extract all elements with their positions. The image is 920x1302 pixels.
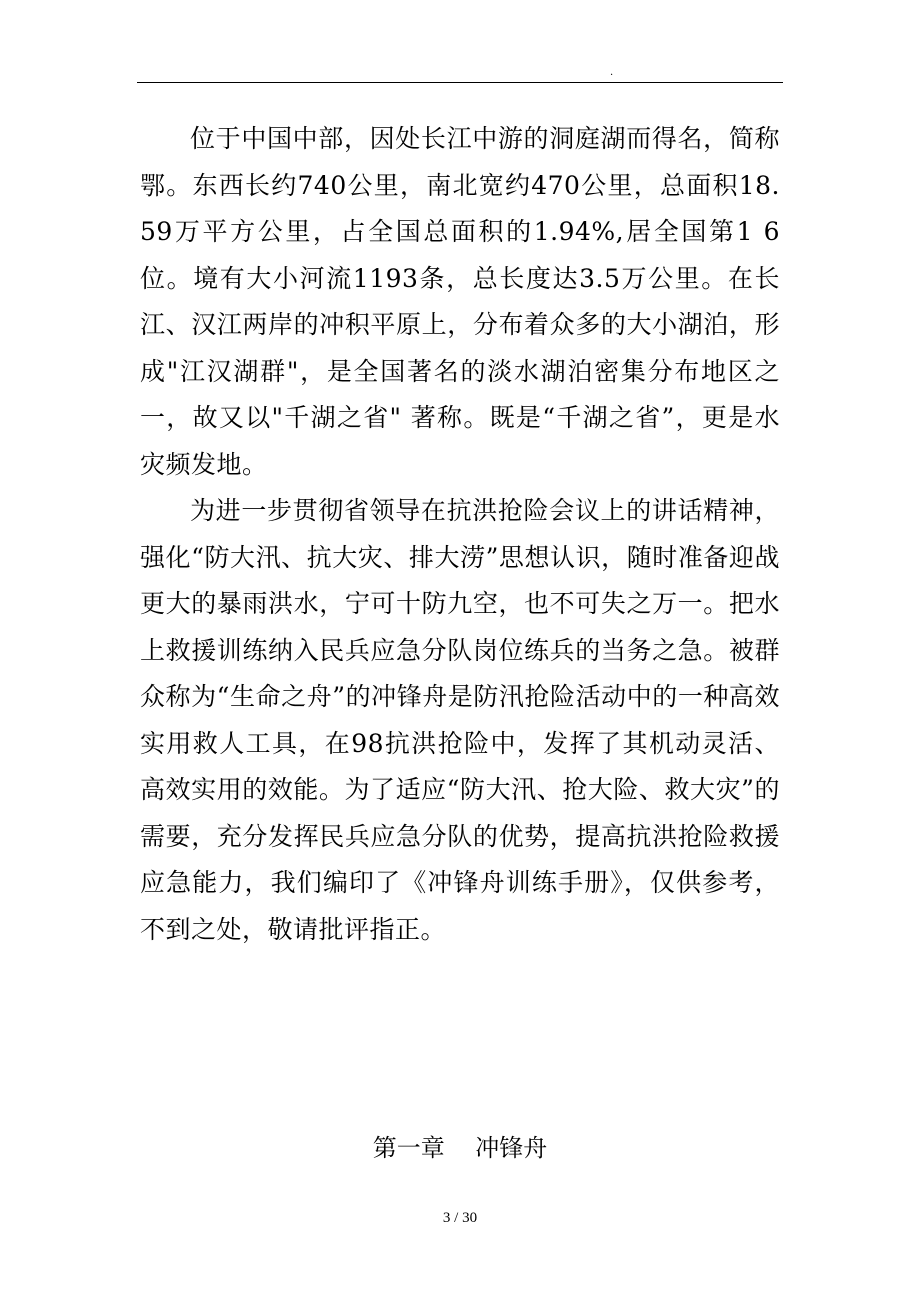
- header-mark: .: [610, 67, 614, 78]
- header-rule: [137, 82, 783, 83]
- paragraph-preface: 为进一步贯彻省领导在抗洪抢险会议上的讲话精神，强化“防大汛、抗大灾、排大涝”思想认识，随时准备迎战更大的暴雨洪水，宁可十防九空，也不可失之万一。把水上救援训练纳入民兵应急分队岗位练兵的当务之急。被群众称为“生命之舟”的冲锋舟是防汛抢险活动中的一种高效实用救人工具，在98抗洪抢险中，发挥了其机动灵活、高效实用的效能。为了适应“防大汛、抢大险、救大灾”的需要，充分发挥民兵应急分队的优势，提高抗洪抢险救援应急能力，我们编印了《冲锋舟训练手册》，仅供参考，不到之处，敬请批评指正。: [140, 496, 780, 944]
- chapter-title: 第一章 冲锋舟: [372, 1134, 548, 1162]
- page-number: 3 / 30: [442, 1210, 478, 1226]
- paragraph-intro: 位于中国中部，因处长江中游的洞庭湖而得名，简称鄂。东西长约740公里，南北宽约470公里，总面积18.59万平方公里，占全国总面积的1.94%,居全国第1 6位。境有大小河流1193条，总长度达3.5万公里。在长江、汉江两岸的冲积平原上，分布着众多的大小湖泊，形成"江汉湖群"，是全国著名的淡水湖泊密集分布地区之一，故又以"千湖之省" 著称。既是“千湖之省”，更是水灾频发地。: [140, 124, 780, 479]
- body-text: [140, 116, 780, 953]
